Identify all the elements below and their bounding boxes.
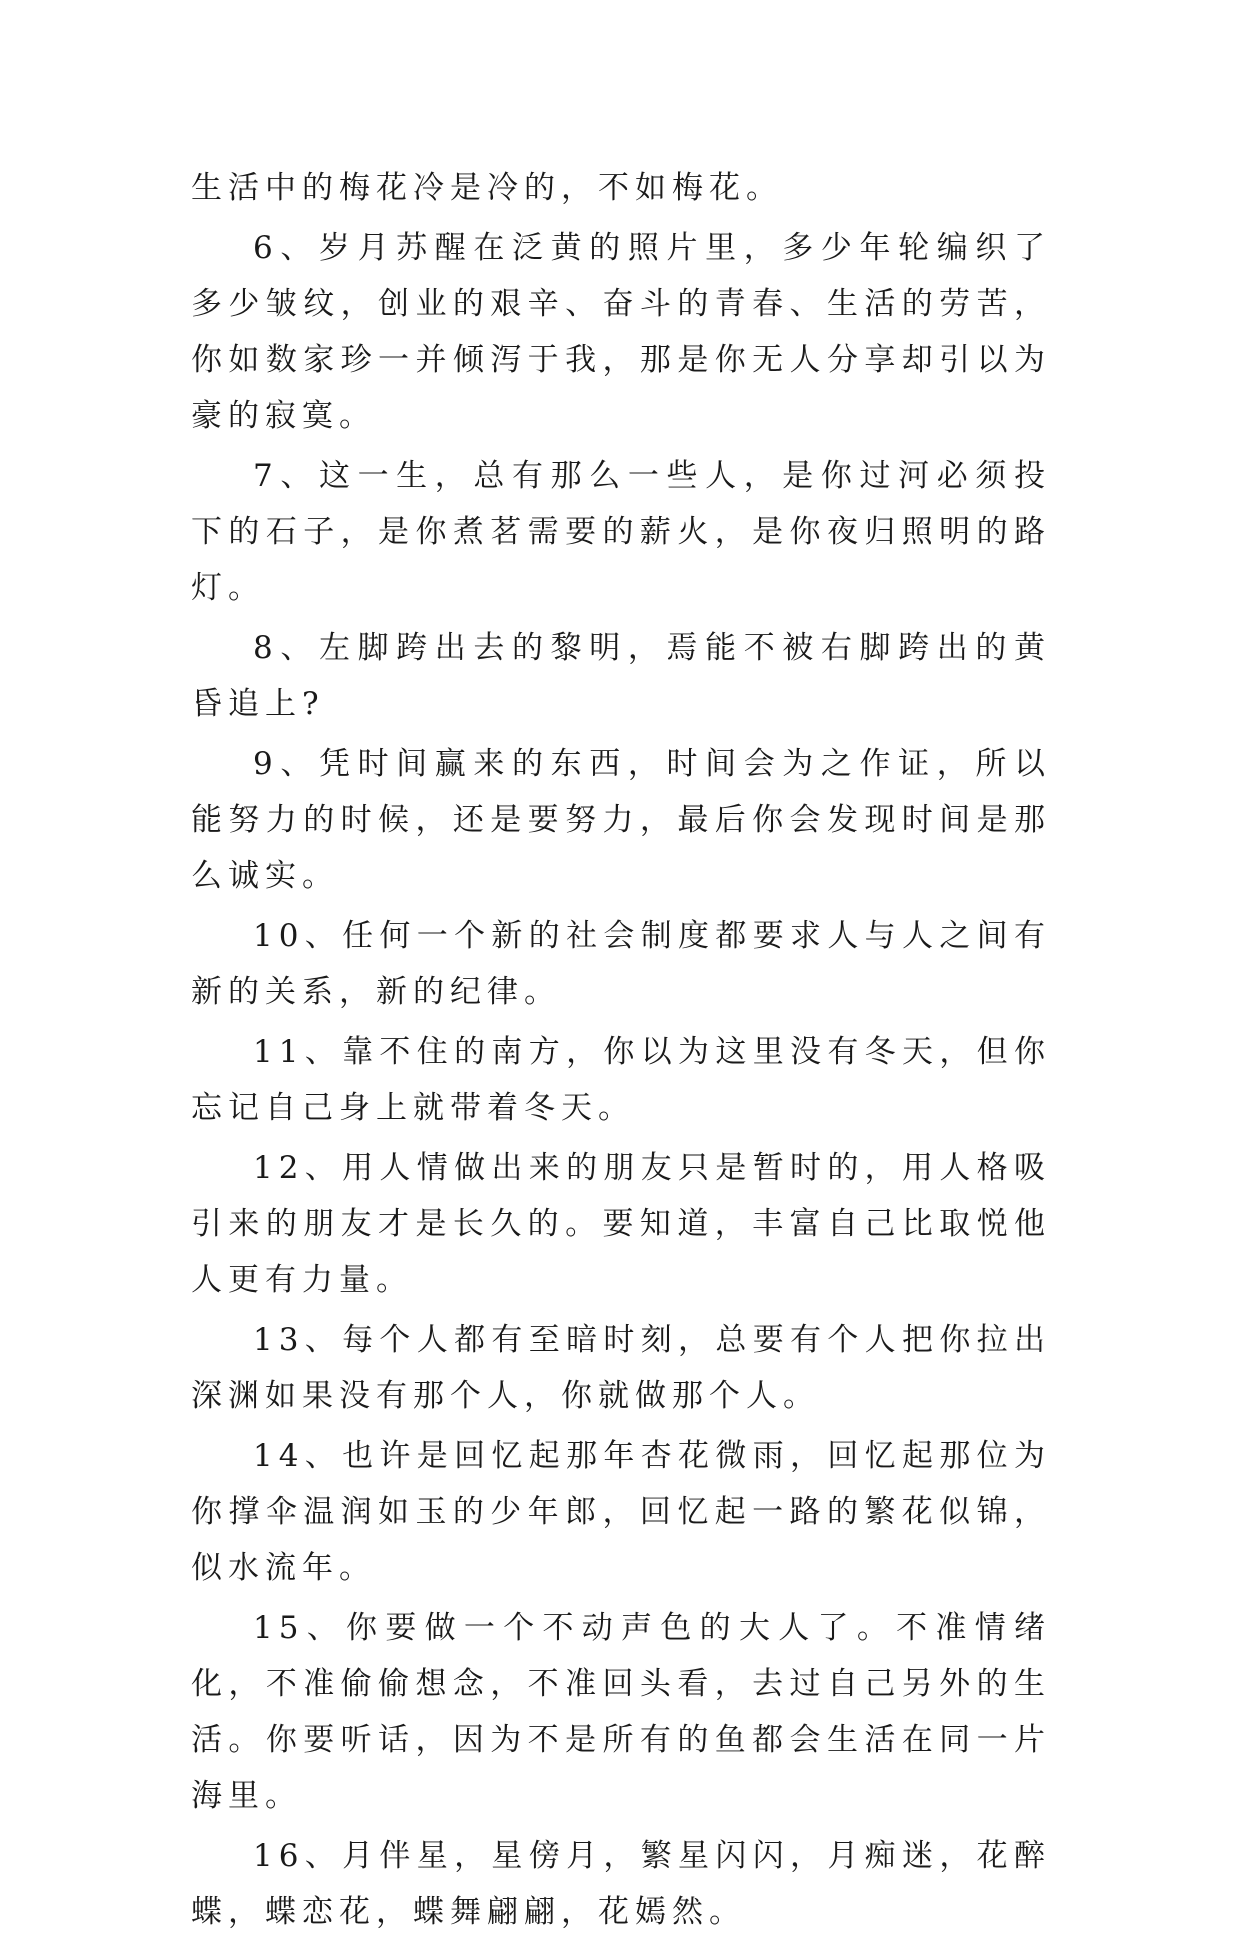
paragraph-quote-12: 12、用人情做出来的朋友只是暂时的，用人格吸引来的朋友才是长久的。要知道，丰富自己比取悦他人更有力量。 xyxy=(191,1150,1051,1298)
paragraph-quote-8: 8、左脚跨出去的黎明，焉能不被右脚跨出的黄昏追上? xyxy=(191,630,1051,722)
paragraph-quote-15: 15、你要做一个不动声色的大人了。不准情绪化，不准偷偷想念，不准回头看，去过自己另外的生活。你要听话，因为不是所有的鱼都会生活在同一片海里。 xyxy=(191,1610,1051,1814)
paragraph-quote-6: 6、岁月苏醒在泛黄的照片里，多少年轮编织了多少皱纹，创业的艰辛、奋斗的青春、生活的劳苦，你如数家珍一并倾泻于我，那是你无人分享却引以为豪的寂寞。 xyxy=(191,230,1051,434)
paragraph-continuation: 生活中的梅花冷是冷的，不如梅花。 xyxy=(191,170,783,206)
paragraph-quote-7: 7、这一生，总有那么一些人，是你过河必须投下的石子，是你煮茗需要的薪火，是你夜归照明的路灯。 xyxy=(191,458,1051,606)
paragraph-quote-13: 13、每个人都有至暗时刻，总要有个人把你拉出深渊如果没有那个人，你就做那个人。 xyxy=(191,1322,1051,1414)
paragraph-quote-16: 16、月伴星，星傍月，繁星闪闪，月痴迷，花醉蝶，蝶恋花，蝶舞翩翩，花嫣然。 xyxy=(191,1838,1051,1930)
paragraph-quote-10: 10、任何一个新的社会制度都要求人与人之间有新的关系，新的纪律。 xyxy=(191,918,1051,1010)
paragraph-quote-14: 14、也许是回忆起那年杏花微雨，回忆起那位为你撑伞温润如玉的少年郎，回忆起一路的繁花似锦，似水流年。 xyxy=(191,1438,1051,1586)
document-body xyxy=(191,160,1051,1944)
paragraph-quote-9: 9、凭时间赢来的东西，时间会为之作证，所以能努力的时候，还是要努力，最后你会发现时间是那么诚实。 xyxy=(191,746,1051,894)
paragraph-quote-11: 11、靠不住的南方，你以为这里没有冬天，但你忘记自己身上就带着冬天。 xyxy=(191,1034,1051,1126)
